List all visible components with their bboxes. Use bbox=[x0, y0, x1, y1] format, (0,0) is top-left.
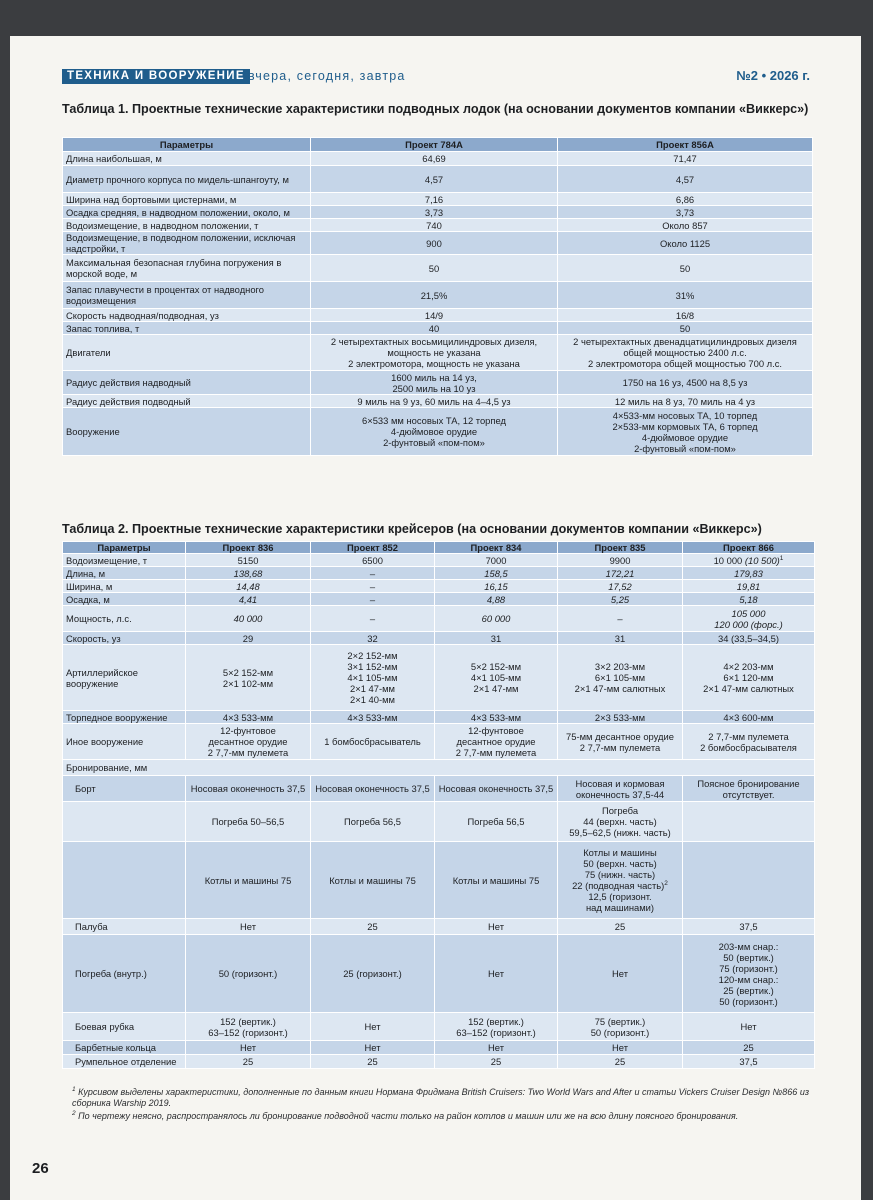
param-cell: Торпедное вооружение bbox=[63, 711, 186, 724]
value-cell: 32 bbox=[311, 632, 435, 645]
param-cell: Борт bbox=[63, 776, 186, 802]
value-cell: 5×2 152-мм 2×1 102-мм bbox=[186, 645, 311, 711]
value-cell: 152 (вертик.) 63–152 (горизонт.) bbox=[186, 1013, 311, 1041]
value-cell: 25 bbox=[558, 1055, 683, 1069]
param-cell: Иное вооружение bbox=[63, 724, 186, 760]
table2-header-836: Проект 836 bbox=[186, 542, 311, 554]
value-cell: 7000 bbox=[435, 554, 558, 567]
footnote-1: $^1$ Курсивом выделены характеристики, дополненные по данным книги Нормана Фридмана British Cruisers: Two World Wars and After и статьи Vickers Cruiser Design №866 из сборника Warship 2019. bbox=[72, 1086, 810, 1108]
value-cell: 16,15 bbox=[435, 580, 558, 593]
value-cell bbox=[683, 802, 815, 842]
value-cell: 34 (33,5–34,5) bbox=[683, 632, 815, 645]
table2-row bbox=[63, 593, 815, 606]
value-cell: Погреба 44 (верхн. часть) 59,5–62,5 (нижн. часть) bbox=[558, 802, 683, 842]
table2-row bbox=[63, 802, 815, 842]
table2-cruisers bbox=[62, 541, 815, 1069]
table1-row bbox=[63, 232, 813, 255]
magazine-page bbox=[10, 36, 861, 1200]
param-cell: Водоизмещение, т bbox=[63, 554, 186, 567]
value-cell: 9 миль на 9 уз, 60 миль на 4–4,5 уз bbox=[311, 395, 558, 408]
param-cell: Длина наибольшая, м bbox=[63, 152, 311, 166]
value-cell: 25 bbox=[186, 1055, 311, 1069]
value-cell: 6,86 bbox=[558, 193, 813, 206]
table2-row bbox=[63, 645, 815, 711]
param-cell: Вооружение bbox=[63, 408, 311, 456]
table1-row bbox=[63, 206, 813, 219]
table1-row bbox=[63, 408, 813, 456]
param-cell: Осадка, м bbox=[63, 593, 186, 606]
value-cell: 158,5 bbox=[435, 567, 558, 580]
page-header bbox=[62, 69, 812, 85]
value-cell: Котлы и машины 75 bbox=[435, 842, 558, 919]
footnote-2: $^2$ По чертежу неясно, распространялось ли бронирование подводной части только на район котлов и машин или же на всю длину поясного бронирования. bbox=[72, 1110, 739, 1121]
value-cell: Носовая и кормовая оконечность 37,5-44 bbox=[558, 776, 683, 802]
value-cell: Нет bbox=[311, 1013, 435, 1041]
table2-title: Таблица 2. Проектные технические характеристики крейсеров (на основании документов компании «Виккерс») bbox=[62, 522, 762, 536]
table2-header-866: Проект 866 bbox=[683, 542, 815, 554]
param-cell: Запас плавучести в процентах от надводного водоизмещения bbox=[63, 282, 311, 309]
value-cell: 40 bbox=[311, 322, 558, 335]
value-cell: 25 bbox=[683, 1041, 815, 1055]
value-cell: 3×2 203-мм 6×1 105-мм 2×1 47-мм салютных bbox=[558, 645, 683, 711]
table1-row bbox=[63, 395, 813, 408]
value-cell: 2 7,7-мм пулемета 2 бомбосбрасывателя bbox=[683, 724, 815, 760]
footnote-mark: 1 bbox=[779, 554, 784, 562]
value-cell: Около 1125 bbox=[558, 232, 813, 255]
value-cell: Нет bbox=[558, 1041, 683, 1055]
value-cell: 5×2 152-мм 4×1 105-мм 2×1 47-мм bbox=[435, 645, 558, 711]
table1-row bbox=[63, 322, 813, 335]
value-cell: – bbox=[311, 580, 435, 593]
param-cell bbox=[63, 842, 186, 919]
table2-row bbox=[63, 711, 815, 724]
table1-row bbox=[63, 166, 813, 193]
value-cell: Погреба 56,5 bbox=[311, 802, 435, 842]
value-cell: 75 (вертик.) 50 (горизонт.) bbox=[558, 1013, 683, 1041]
table1-header-856a: Проект 856А bbox=[558, 138, 813, 152]
table1-row bbox=[63, 335, 813, 371]
value-cell: 25 (горизонт.) bbox=[311, 935, 435, 1013]
table1-header-params: Параметры bbox=[63, 138, 311, 152]
value-cell: 105 000 120 000 (форс.) bbox=[683, 606, 815, 632]
table2-header-852: Проект 852 bbox=[311, 542, 435, 554]
value-cell: 75-мм десантное орудие 2 7,7-мм пулемета bbox=[558, 724, 683, 760]
table2-row bbox=[63, 842, 815, 919]
table2-row bbox=[63, 580, 815, 593]
value-cell: 25 bbox=[435, 1055, 558, 1069]
value-cell: 25 bbox=[311, 919, 435, 935]
value-cell: 179,83 bbox=[683, 567, 815, 580]
table2-body-armor bbox=[63, 776, 815, 842]
value-cell: Поясное бронирование отсутствует. bbox=[683, 776, 815, 802]
value-cell: 9900 bbox=[558, 554, 683, 567]
issue-number: №2 • 2026 г. bbox=[736, 68, 810, 83]
value-cell: 4,88 bbox=[435, 593, 558, 606]
table2-row bbox=[63, 935, 815, 1013]
table2-row bbox=[63, 567, 815, 580]
value-cell: 1600 миль на 14 уз, 2500 миль на 10 уз bbox=[311, 371, 558, 395]
param-cell: Радиус действия надводный bbox=[63, 371, 311, 395]
value-cell: Носовая оконечность 37,5 bbox=[311, 776, 435, 802]
value-cell: 31 bbox=[435, 632, 558, 645]
value-cell: 12-фунтовое десантное орудие 2 7,7-мм пулемета bbox=[435, 724, 558, 760]
value-cell: 3,73 bbox=[558, 206, 813, 219]
value-cell: 31% bbox=[558, 282, 813, 309]
value-cell: 17,52 bbox=[558, 580, 683, 593]
table2-header-834: Проект 834 bbox=[435, 542, 558, 554]
table2-row bbox=[63, 919, 815, 935]
value-cell: 4,57 bbox=[558, 166, 813, 193]
table2-row bbox=[63, 760, 815, 776]
table2-row bbox=[63, 606, 815, 632]
value-cell: 37,5 bbox=[683, 919, 815, 935]
param-cell: Скорость надводная/подводная, уз bbox=[63, 309, 311, 322]
table2-row bbox=[63, 632, 815, 645]
value-cell: 5,25 bbox=[558, 593, 683, 606]
value-cell: 6×533 мм носовых ТА, 12 торпед 4-дюймовое орудие 2-фунтовый «пом-пом» bbox=[311, 408, 558, 456]
param-cell: Максимальная безопасная глубина погружения в морской воде, м bbox=[63, 255, 311, 282]
value-cell: Около 857 bbox=[558, 219, 813, 232]
value-cell: 172,21 bbox=[558, 567, 683, 580]
value-cell: 64,69 bbox=[311, 152, 558, 166]
param-cell: Погреба (внутр.) bbox=[63, 935, 186, 1013]
table2-row bbox=[63, 1055, 815, 1069]
value-cell: 29 bbox=[186, 632, 311, 645]
table1-submarines bbox=[62, 137, 813, 456]
value-cell: 60 000 bbox=[435, 606, 558, 632]
param-cell: Мощность, л.с. bbox=[63, 606, 186, 632]
param-cell: Диаметр прочного корпуса по мидель-шпангоуту, м bbox=[63, 166, 311, 193]
value-cell bbox=[558, 842, 683, 919]
table2-row bbox=[63, 724, 815, 760]
value-cell: Котлы и машины 75 bbox=[186, 842, 311, 919]
table2-body-armor-rest bbox=[63, 919, 815, 1069]
value-cell: 21,5% bbox=[311, 282, 558, 309]
value-cell: Носовая оконечность 37,5 bbox=[435, 776, 558, 802]
value-cell: 7,16 bbox=[311, 193, 558, 206]
value-cell: 12 миль на 8 уз, 70 миль на 4 уз bbox=[558, 395, 813, 408]
value-cell: 25 bbox=[311, 1055, 435, 1069]
value-main: Котлы и машины 50 (верхн. часть) 75 (нижн. часть) 22 (подводная часть) bbox=[572, 847, 665, 891]
table1-body bbox=[63, 152, 813, 456]
param-cell: Водоизмещение, в надводном положении, т bbox=[63, 219, 311, 232]
param-cell: Палуба bbox=[63, 919, 186, 935]
value-cell: Нет bbox=[558, 935, 683, 1013]
value-cell: 4,57 bbox=[311, 166, 558, 193]
param-cell: Запас топлива, т bbox=[63, 322, 311, 335]
value-alt: (10 500) bbox=[744, 554, 780, 566]
value-cell: Нет bbox=[311, 1041, 435, 1055]
value-cell: 25 bbox=[558, 919, 683, 935]
value-cell: 14,48 bbox=[186, 580, 311, 593]
value-cell: 6500 bbox=[311, 554, 435, 567]
value-cell bbox=[683, 842, 815, 919]
param-cell: Румпельное отделение bbox=[63, 1055, 186, 1069]
value-cell: 4×3 533-мм bbox=[435, 711, 558, 724]
table1-row bbox=[63, 193, 813, 206]
value-cell: 14/9 bbox=[311, 309, 558, 322]
value-cell: – bbox=[311, 567, 435, 580]
value-cell: 16/8 bbox=[558, 309, 813, 322]
param-cell: Водоизмещение, в подводном положении, исключая надстройки, т bbox=[63, 232, 311, 255]
table1-row bbox=[63, 309, 813, 322]
param-cell: Двигатели bbox=[63, 335, 311, 371]
value-cell: 19,81 bbox=[683, 580, 815, 593]
value-cell: 37,5 bbox=[683, 1055, 815, 1069]
param-cell: Ширина, м bbox=[63, 580, 186, 593]
value-cell: 152 (вертик.) 63–152 (горизонт.) bbox=[435, 1013, 558, 1041]
value-cell: 12-фунтовое десантное орудие 2 7,7-мм пулемета bbox=[186, 724, 311, 760]
value-cell: 1 бомбосбрасыватель bbox=[311, 724, 435, 760]
value-cell: 900 bbox=[311, 232, 558, 255]
table2-row bbox=[63, 554, 815, 567]
table1-row bbox=[63, 152, 813, 166]
value-cell: 4×533-мм носовых ТА, 10 торпед 2×533-мм кормовых ТА, 6 торпед 4-дюймовое орудие 2-фунтовый «пом-пом» bbox=[558, 408, 813, 456]
param-cell: Боевая рубка bbox=[63, 1013, 186, 1041]
value-cell: 4×2 203-мм 6×1 120-мм 2×1 47-мм салютных bbox=[683, 645, 815, 711]
page-number: 26 bbox=[32, 1160, 49, 1177]
value-cell: 50 (горизонт.) bbox=[186, 935, 311, 1013]
table1-row bbox=[63, 282, 813, 309]
table1-row bbox=[63, 255, 813, 282]
table2-row bbox=[63, 776, 815, 802]
value-cell: Погреба 50–56,5 bbox=[186, 802, 311, 842]
value-cell: 2×2 152-мм 3×1 152-мм 4×1 105-мм 2×1 47-мм 2×1 40-мм bbox=[311, 645, 435, 711]
value-cell: Носовая оконечность 37,5 bbox=[186, 776, 311, 802]
value-cell: 2 четырехтактных двенадцатицилиндровых дизеля общей мощностью 2400 л.с. 2 электромотора общей мощностью 700 л.с. bbox=[558, 335, 813, 371]
table1-row bbox=[63, 371, 813, 395]
table1-row bbox=[63, 219, 813, 232]
value-cell: 138,68 bbox=[186, 567, 311, 580]
value-cell: 40 000 bbox=[186, 606, 311, 632]
value-cell: 71,47 bbox=[558, 152, 813, 166]
value-cell: 203-мм снар.: 50 (вертик.) 75 (горизонт.) 120-мм снар.: 25 (вертик.) 50 (горизонт.) bbox=[683, 935, 815, 1013]
value-cell: Погреба 56,5 bbox=[435, 802, 558, 842]
value-cell: 4,41 bbox=[186, 593, 311, 606]
param-cell: Осадка средняя, в надводном положении, около, м bbox=[63, 206, 311, 219]
param-cell: Барбетные кольца bbox=[63, 1041, 186, 1055]
footnotes bbox=[72, 1087, 817, 1124]
value-cell: 50 bbox=[311, 255, 558, 282]
value-cell: 1750 на 16 уз, 4500 на 8,5 уз bbox=[558, 371, 813, 395]
value-cell: 50 bbox=[558, 322, 813, 335]
table2-body-main bbox=[63, 567, 815, 760]
value-cell: 5,18 bbox=[683, 593, 815, 606]
value-cell: 2 четырехтактных восьмицилиндровых дизеля, мощность не указана 2 электромотора, мощность не указана bbox=[311, 335, 558, 371]
value-cell: Нет bbox=[435, 919, 558, 935]
param-cell bbox=[63, 802, 186, 842]
param-cell: Радиус действия подводный bbox=[63, 395, 311, 408]
value-cell: 50 bbox=[558, 255, 813, 282]
table1-title: Таблица 1. Проектные технические характеристики подводных лодок (на основании документов компании «Виккерс») bbox=[62, 102, 809, 116]
value-cell: 2×3 533-мм bbox=[558, 711, 683, 724]
magazine-subtitle: вчера, сегодня, завтра bbox=[248, 69, 406, 83]
value-cell: – bbox=[311, 593, 435, 606]
value-cell: 4×3 533-мм bbox=[311, 711, 435, 724]
value-cell: – bbox=[558, 606, 683, 632]
param-cell: Артиллерийское вооружение bbox=[63, 645, 186, 711]
value-main: 10 000 bbox=[713, 554, 743, 566]
value-cell: 4×3 533-мм bbox=[186, 711, 311, 724]
value-extra: 12,5 (горизонт. над машинами) bbox=[585, 891, 655, 913]
value-cell: 5150 bbox=[186, 554, 311, 567]
value-cell: 31 bbox=[558, 632, 683, 645]
table2-header-835: Проект 835 bbox=[558, 542, 683, 554]
param-cell: Ширина над бортовыми цистернами, м bbox=[63, 193, 311, 206]
table2-row bbox=[63, 1013, 815, 1041]
table2-header-params: Параметры bbox=[63, 542, 186, 554]
value-cell: – bbox=[311, 606, 435, 632]
value-cell bbox=[683, 554, 815, 567]
magazine-brand: ТЕХНИКА И ВООРУЖЕНИЕ bbox=[62, 69, 250, 84]
value-cell: Нет bbox=[186, 919, 311, 935]
table2-row bbox=[63, 1041, 815, 1055]
value-cell: Нет bbox=[683, 1013, 815, 1041]
table1-header-784a: Проект 784А bbox=[311, 138, 558, 152]
value-cell: 740 bbox=[311, 219, 558, 232]
value-cell: Нет bbox=[435, 935, 558, 1013]
value-cell: 3,73 bbox=[311, 206, 558, 219]
param-cell: Длина, м bbox=[63, 567, 186, 580]
value-cell: Нет bbox=[435, 1041, 558, 1055]
footnote-mark: 2 bbox=[664, 879, 668, 887]
value-cell: Нет bbox=[186, 1041, 311, 1055]
value-cell: 4×3 600-мм bbox=[683, 711, 815, 724]
value-cell: Котлы и машины 75 bbox=[311, 842, 435, 919]
armor-heading: Бронирование, мм bbox=[63, 760, 815, 776]
param-cell: Скорость, уз bbox=[63, 632, 186, 645]
